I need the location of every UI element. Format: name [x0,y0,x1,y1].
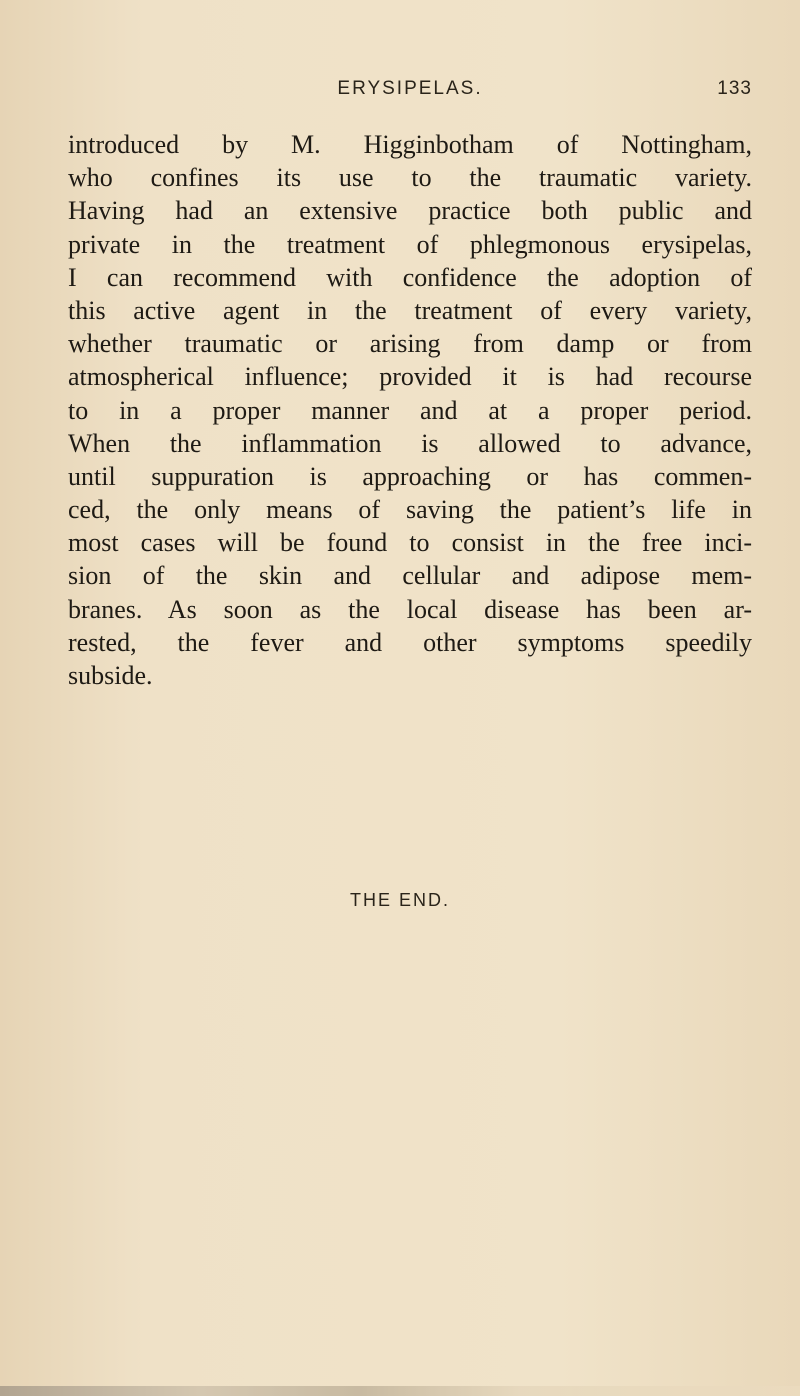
running-head [68,78,752,108]
text-line: introduced by M. Higginbotham of Nottingham, [68,130,752,159]
text-line: until suppuration is approaching or has commen- [68,461,752,491]
text-line: this active agent in the treatment of every variety, [68,295,752,325]
text-line: Having had an extensive practice both public and [68,196,752,226]
text-line: branes. As soon as the local disease has been ar- [68,594,752,624]
text-line: to in a proper manner and at a proper period. [68,395,752,425]
the-end-label: THE END. [349,890,450,910]
text-line: whether traumatic or arising from damp or from [68,329,752,359]
body-paragraph [68,128,752,692]
text-line: ced, the only means of saving the patient’s life in [68,495,752,525]
text-line: I can recommend with confidence the adoption of [68,262,752,292]
page-number: 133 [717,78,752,99]
text-line: most cases will be found to consist in the free inci- [68,528,752,558]
text-line: private in the treatment of phlegmonous erysipelas, [68,229,752,259]
running-title: ERYSIPELAS. [337,78,483,99]
text-line: rested, the fever and other symptoms speedily [68,627,752,657]
text-line: subside. [68,661,153,690]
text-line: When the inflammation is allowed to advance, [68,428,752,458]
text-line: who confines its use to the traumatic variety. [68,163,752,193]
text-line: atmospherical influence; provided it is had recourse [68,362,752,392]
text-line: sion of the skin and cellular and adipose mem- [68,561,752,591]
page-bottom-edge [0,1386,800,1396]
